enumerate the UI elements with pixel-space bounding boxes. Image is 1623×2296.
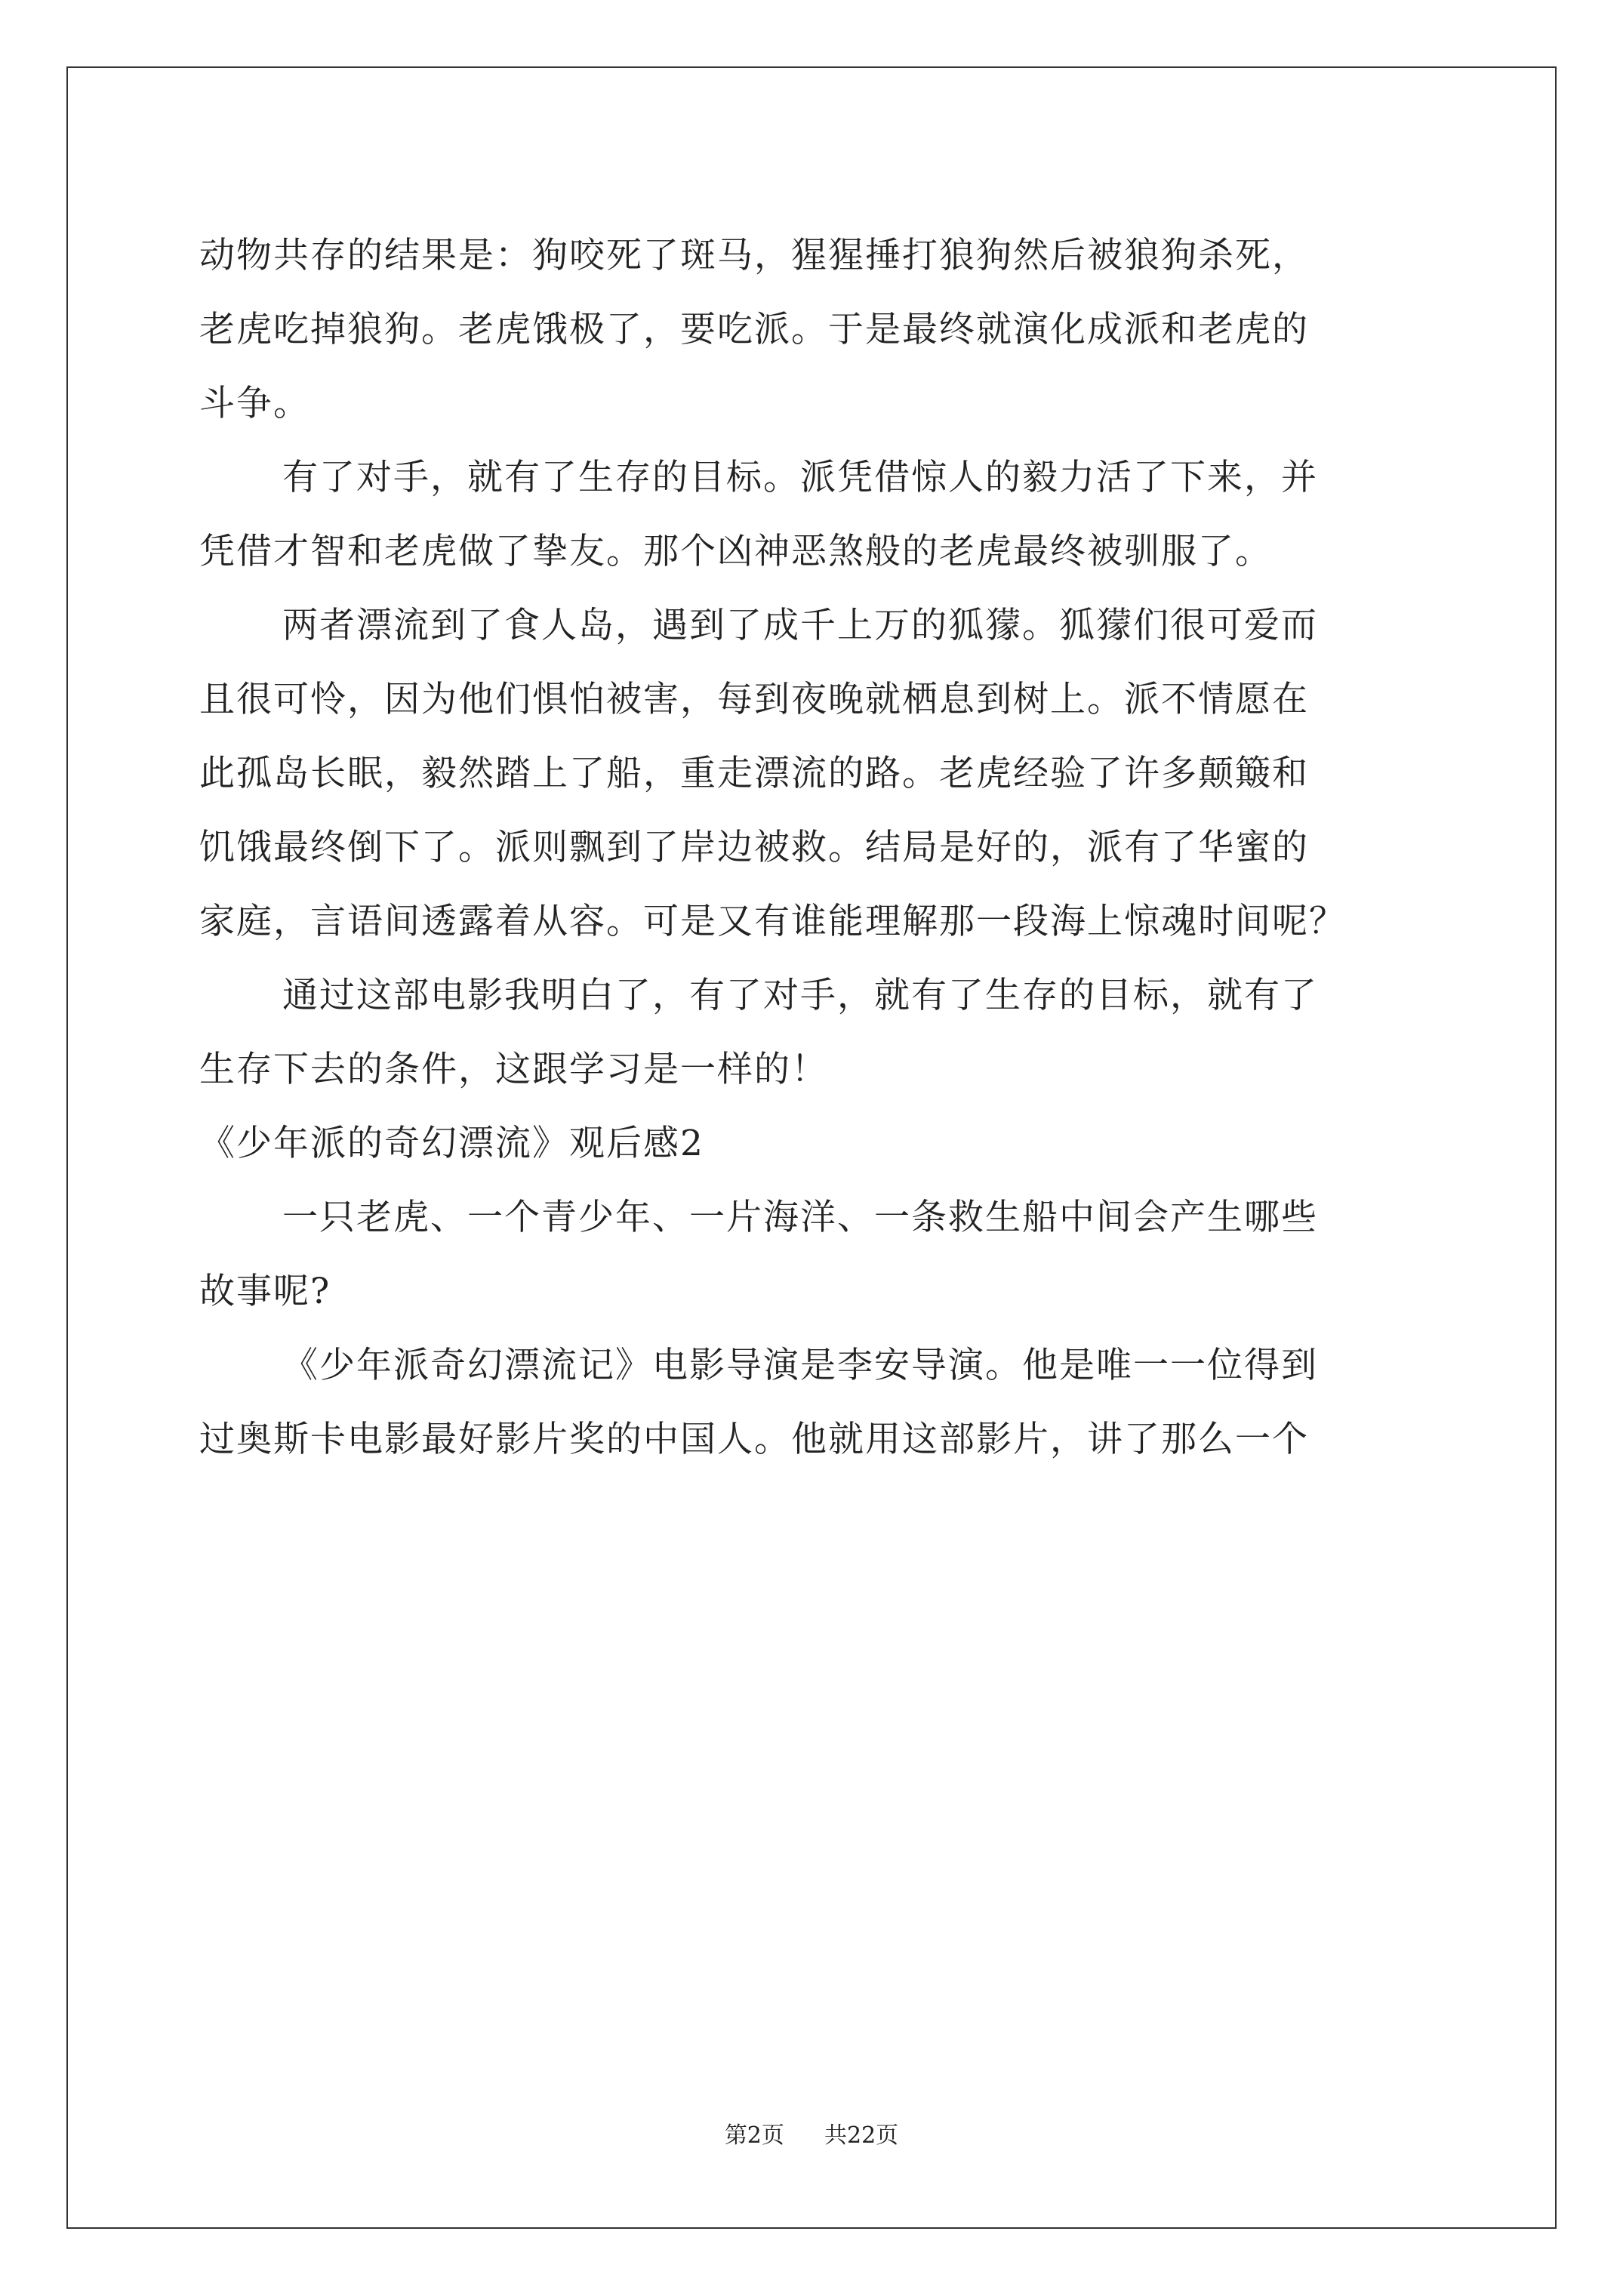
paragraph-first-line: 通过这部电影我明白了，有了对手，就有了生存的目标，就有了 bbox=[282, 975, 1318, 1016]
page-number-current: 第2页 bbox=[724, 2122, 784, 2149]
text-line: 过奥斯卡电影最好影片奖的中国人。他就用这部影片，讲了那么一个 bbox=[199, 1419, 1309, 1460]
paragraph-first-line: 有了对手，就有了生存的目标。派凭借惊人的毅力活了下来，并 bbox=[282, 457, 1318, 498]
paragraph-first-line: 《少年派奇幻漂流记》电影导演是李安导演。他是唯一一位得到 bbox=[282, 1345, 1318, 1386]
paragraph-first-line: 两者漂流到了食人岛，遇到了成千上万的狐獴。狐獴们很可爱而 bbox=[282, 605, 1318, 646]
text-line: 老虎吃掉狼狗。老虎饿极了，要吃派。于是最终就演化成派和老虎的 bbox=[199, 309, 1309, 350]
text-line: 生存下去的条件，这跟学习是一样的！ bbox=[199, 1049, 828, 1090]
text-line: 故事呢? bbox=[199, 1271, 331, 1312]
text-line: 此孤岛长眠，毅然踏上了船，重走漂流的路。老虎经验了许多颠簸和 bbox=[199, 753, 1309, 794]
paragraph-first-line: 一只老虎、一个青少年、一片海洋、一条救生船中间会产生哪些 bbox=[282, 1197, 1318, 1238]
section-heading: 《少年派的奇幻漂流》观后感2 bbox=[199, 1123, 704, 1164]
page-number-total: 共22页 bbox=[824, 2122, 899, 2149]
page-footer bbox=[0, 2116, 1623, 2150]
text-line: 饥饿最终倒下了。派则飘到了岸边被救。结局是好的，派有了华蜜的 bbox=[199, 827, 1309, 868]
text-line: 凭借才智和老虎做了挚友。那个凶神恶煞般的老虎最终被驯服了。 bbox=[199, 531, 1272, 572]
text-line: 斗争。 bbox=[199, 383, 310, 424]
text-line: 动物共存的结果是：狗咬死了斑马，猩猩捶打狼狗然后被狼狗杀死， bbox=[199, 235, 1309, 276]
document-body bbox=[199, 219, 1437, 1477]
text-line: 家庭，言语间透露着从容。可是又有谁能理解那一段海上惊魂时间呢？ bbox=[199, 901, 1346, 942]
text-line: 且很可怜，因为他们惧怕被害，每到夜晚就栖息到树上。派不情愿在 bbox=[199, 679, 1309, 720]
